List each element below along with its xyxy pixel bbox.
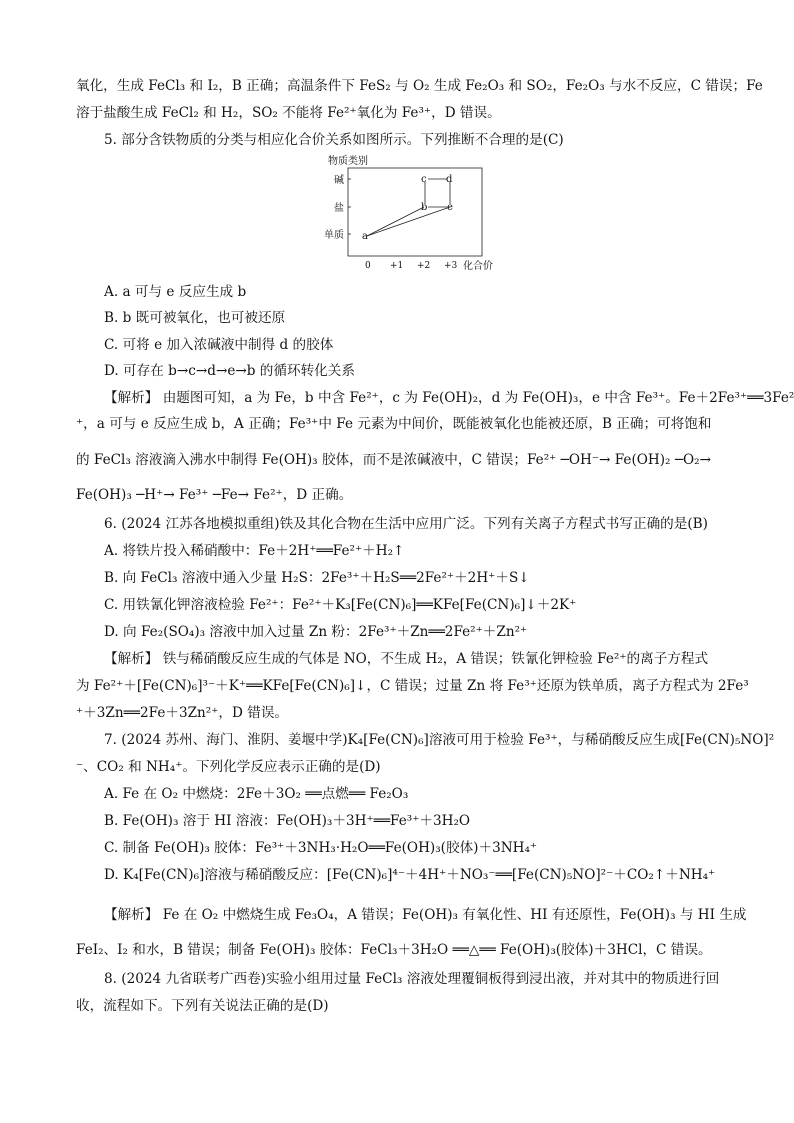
text-line-q6c: C. 用铁氰化钾溶液检验 Fe²⁺：Fe²⁺＋K₃[Fe(CN)₆]══KFe[Fe(CN)₆]↓＋2K⁺ <box>104 597 577 613</box>
x-label-2: +2 <box>417 261 431 271</box>
text-line-q7D: D. K₄[Fe(CN)₆]溶液与稀硝酸反应：[Fe(CN)₆]⁴⁻＋4H⁺＋NO₃⁻══[Fe(CN)₅NO]²⁻＋CO₂↑＋NH₄⁺ <box>104 867 716 883</box>
text-line-q6: 6. (2024 江苏各地模拟重组)铁及其化合物在生活中应用广泛。下列有关离子方程式书写正确的是(B) <box>104 516 708 532</box>
text-line-q5: 5. 部分含铁物质的分类与相应化合价关系如图所示。下列推断不合理的是(C) <box>104 132 564 148</box>
text-line-e7a: 【解析】 Fe 在 O₂ 中燃烧生成 Fe₃O₄，A 错误；Fe(OH)₃ 有氧化性、HI 有还原性，Fe(OH)₃ 与 HI 生成 <box>104 907 747 923</box>
text-line-q6a: A. 将铁片投入稀硝酸中：Fe＋2H⁺══Fe²⁺＋H₂↑ <box>104 543 405 559</box>
text-line-q5c: C. 可将 e 加入浓碱液中制得 d 的胶体 <box>104 337 334 353</box>
text-line-q7b: ⁻、CO₂ 和 NH₄⁺。下列化学反应表示正确的是(D) <box>76 759 381 775</box>
y-axis-title: 物质类别 <box>328 156 368 167</box>
text-line-q5d: D. 可存在 b→c→d→e→b 的循环转化关系 <box>104 363 355 379</box>
point-b: b <box>421 202 428 213</box>
y-label-element: 单质 <box>324 230 344 241</box>
text-line-q6b: B. 向 FeCl₃ 溶液中通入少量 H₂S：2Fe³⁺＋H₂S══2Fe²⁺＋2H⁺＋S↓ <box>104 570 530 586</box>
text-line-q7C: C. 制备 Fe(OH)₃ 胶体：Fe³⁺＋3NH₃·H₂O══Fe(OH)₃(胶体)＋3NH₄⁺ <box>104 840 538 856</box>
line-a-b <box>367 207 424 236</box>
x-axis-title: 化合价 <box>463 261 493 272</box>
text-line-q6d: D. 向 Fe₂(SO₄)₃ 溶液中加入过量 Zn 粉：2Fe³⁺＋Zn══2Fe²⁺＋Zn²⁺ <box>104 624 528 640</box>
text-line-e6a: 【解析】 铁与稀硝酸反应生成的气体是 NO，不生成 H₂，A 错误；铁氰化钾检验 Fe²⁺的离子方程式 <box>104 651 709 667</box>
text-line-q8b: 收，流程如下。下列有关说法正确的是(D) <box>76 998 329 1014</box>
y-label-base: 碱 <box>334 175 344 186</box>
text-line-l1: 氧化，生成 FeCl₃ 和 I₂，B 正确；高温条件下 FeS₂ 与 O₂ 生成 Fe₂O₃ 和 SO₂，Fe₂O₃ 与水不反应，C 错误；Fe <box>76 78 763 94</box>
x-label-1: +1 <box>390 261 404 271</box>
text-line-e6b: 为 Fe²⁺＋[Fe(CN)₆]³⁻＋K⁺══KFe[Fe(CN)₆]↓，C 错误；过量 Zn 将 Fe³⁺还原为铁单质，离子方程式为 2Fe³ <box>76 678 749 694</box>
point-d: d <box>446 174 453 185</box>
text-line-q8a: 8. (2024 九省联考广西卷)实验小组用过量 FeCl₃ 溶液处理覆铜板得到浸出液，并对其中的物质进行回 <box>104 971 720 987</box>
point-c: c <box>421 174 427 185</box>
text-line-l2: 溶于盐酸生成 FeCl₂ 和 H₂，SO₂ 不能将 Fe²⁺氧化为 Fe³⁺，D 错误。 <box>76 105 501 121</box>
text-line-q7A: A. Fe 在 O₂ 中燃烧：2Fe＋3O₂ ══点燃══ Fe₂O₃ <box>104 786 409 802</box>
text-line-e5d: Fe(OH)₃ ─H⁺→ Fe³⁺ ─Fe→ Fe²⁺，D 正确。 <box>76 487 353 503</box>
x-label-0: 0 <box>365 261 371 271</box>
text-line-q7B: B. Fe(OH)₃ 溶于 HI 溶液：Fe(OH)₃＋3H⁺══Fe³⁺＋3H₂O <box>104 813 471 829</box>
text-line-e5b: ⁺，a 可与 e 反应生成 b，A 正确；Fe³⁺中 Fe 元素为中间价，既能被氧化也能被还原，B 正确；可将饱和 <box>76 416 712 432</box>
point-a: a <box>362 231 368 242</box>
y-label-salt: 盐 <box>334 203 344 214</box>
line-a-e <box>367 207 450 236</box>
point-e: e <box>447 202 453 213</box>
text-line-q5b: B. b 既可被氧化，也可被还原 <box>104 310 286 326</box>
text-line-e5a: 【解析】 由题图可知，a 为 Fe，b 中含 Fe²⁺，c 为 Fe(OH)₂，d 为 Fe(OH)₃，e 中含 Fe³⁺。Fe＋2Fe³⁺══3Fe² <box>104 390 794 406</box>
text-line-e6c: ⁺＋3Zn══2Fe＋3Zn²⁺，D 错误。 <box>76 705 289 721</box>
text-line-q7a: 7. (2024 苏州、海门、淮阴、姜堰中学)K₄[Fe(CN)₆]溶液可用于检验 Fe³⁺，与稀硝酸反应生成[Fe(CN)₅NO]² <box>104 732 775 748</box>
text-line-q5a: A. a 可与 e 反应生成 b <box>104 284 247 300</box>
iron-valence-class-diagram <box>320 152 500 276</box>
text-line-e5c: 的 FeCl₃ 溶液滴入沸水中制得 Fe(OH)₃ 胶体，而不是浓碱液中，C 错误；Fe²⁺ ─OH⁻→ Fe(OH)₂ ─O₂→ <box>76 452 712 468</box>
text-line-e7b: FeI₂、I₂ 和水，B 错误；制备 Fe(OH)₃ 胶体：FeCl₃＋3H₂O ══△══ Fe(OH)₃(胶体)＋3HCl，C 错误。 <box>76 942 712 958</box>
x-label-3: +3 <box>444 261 458 271</box>
